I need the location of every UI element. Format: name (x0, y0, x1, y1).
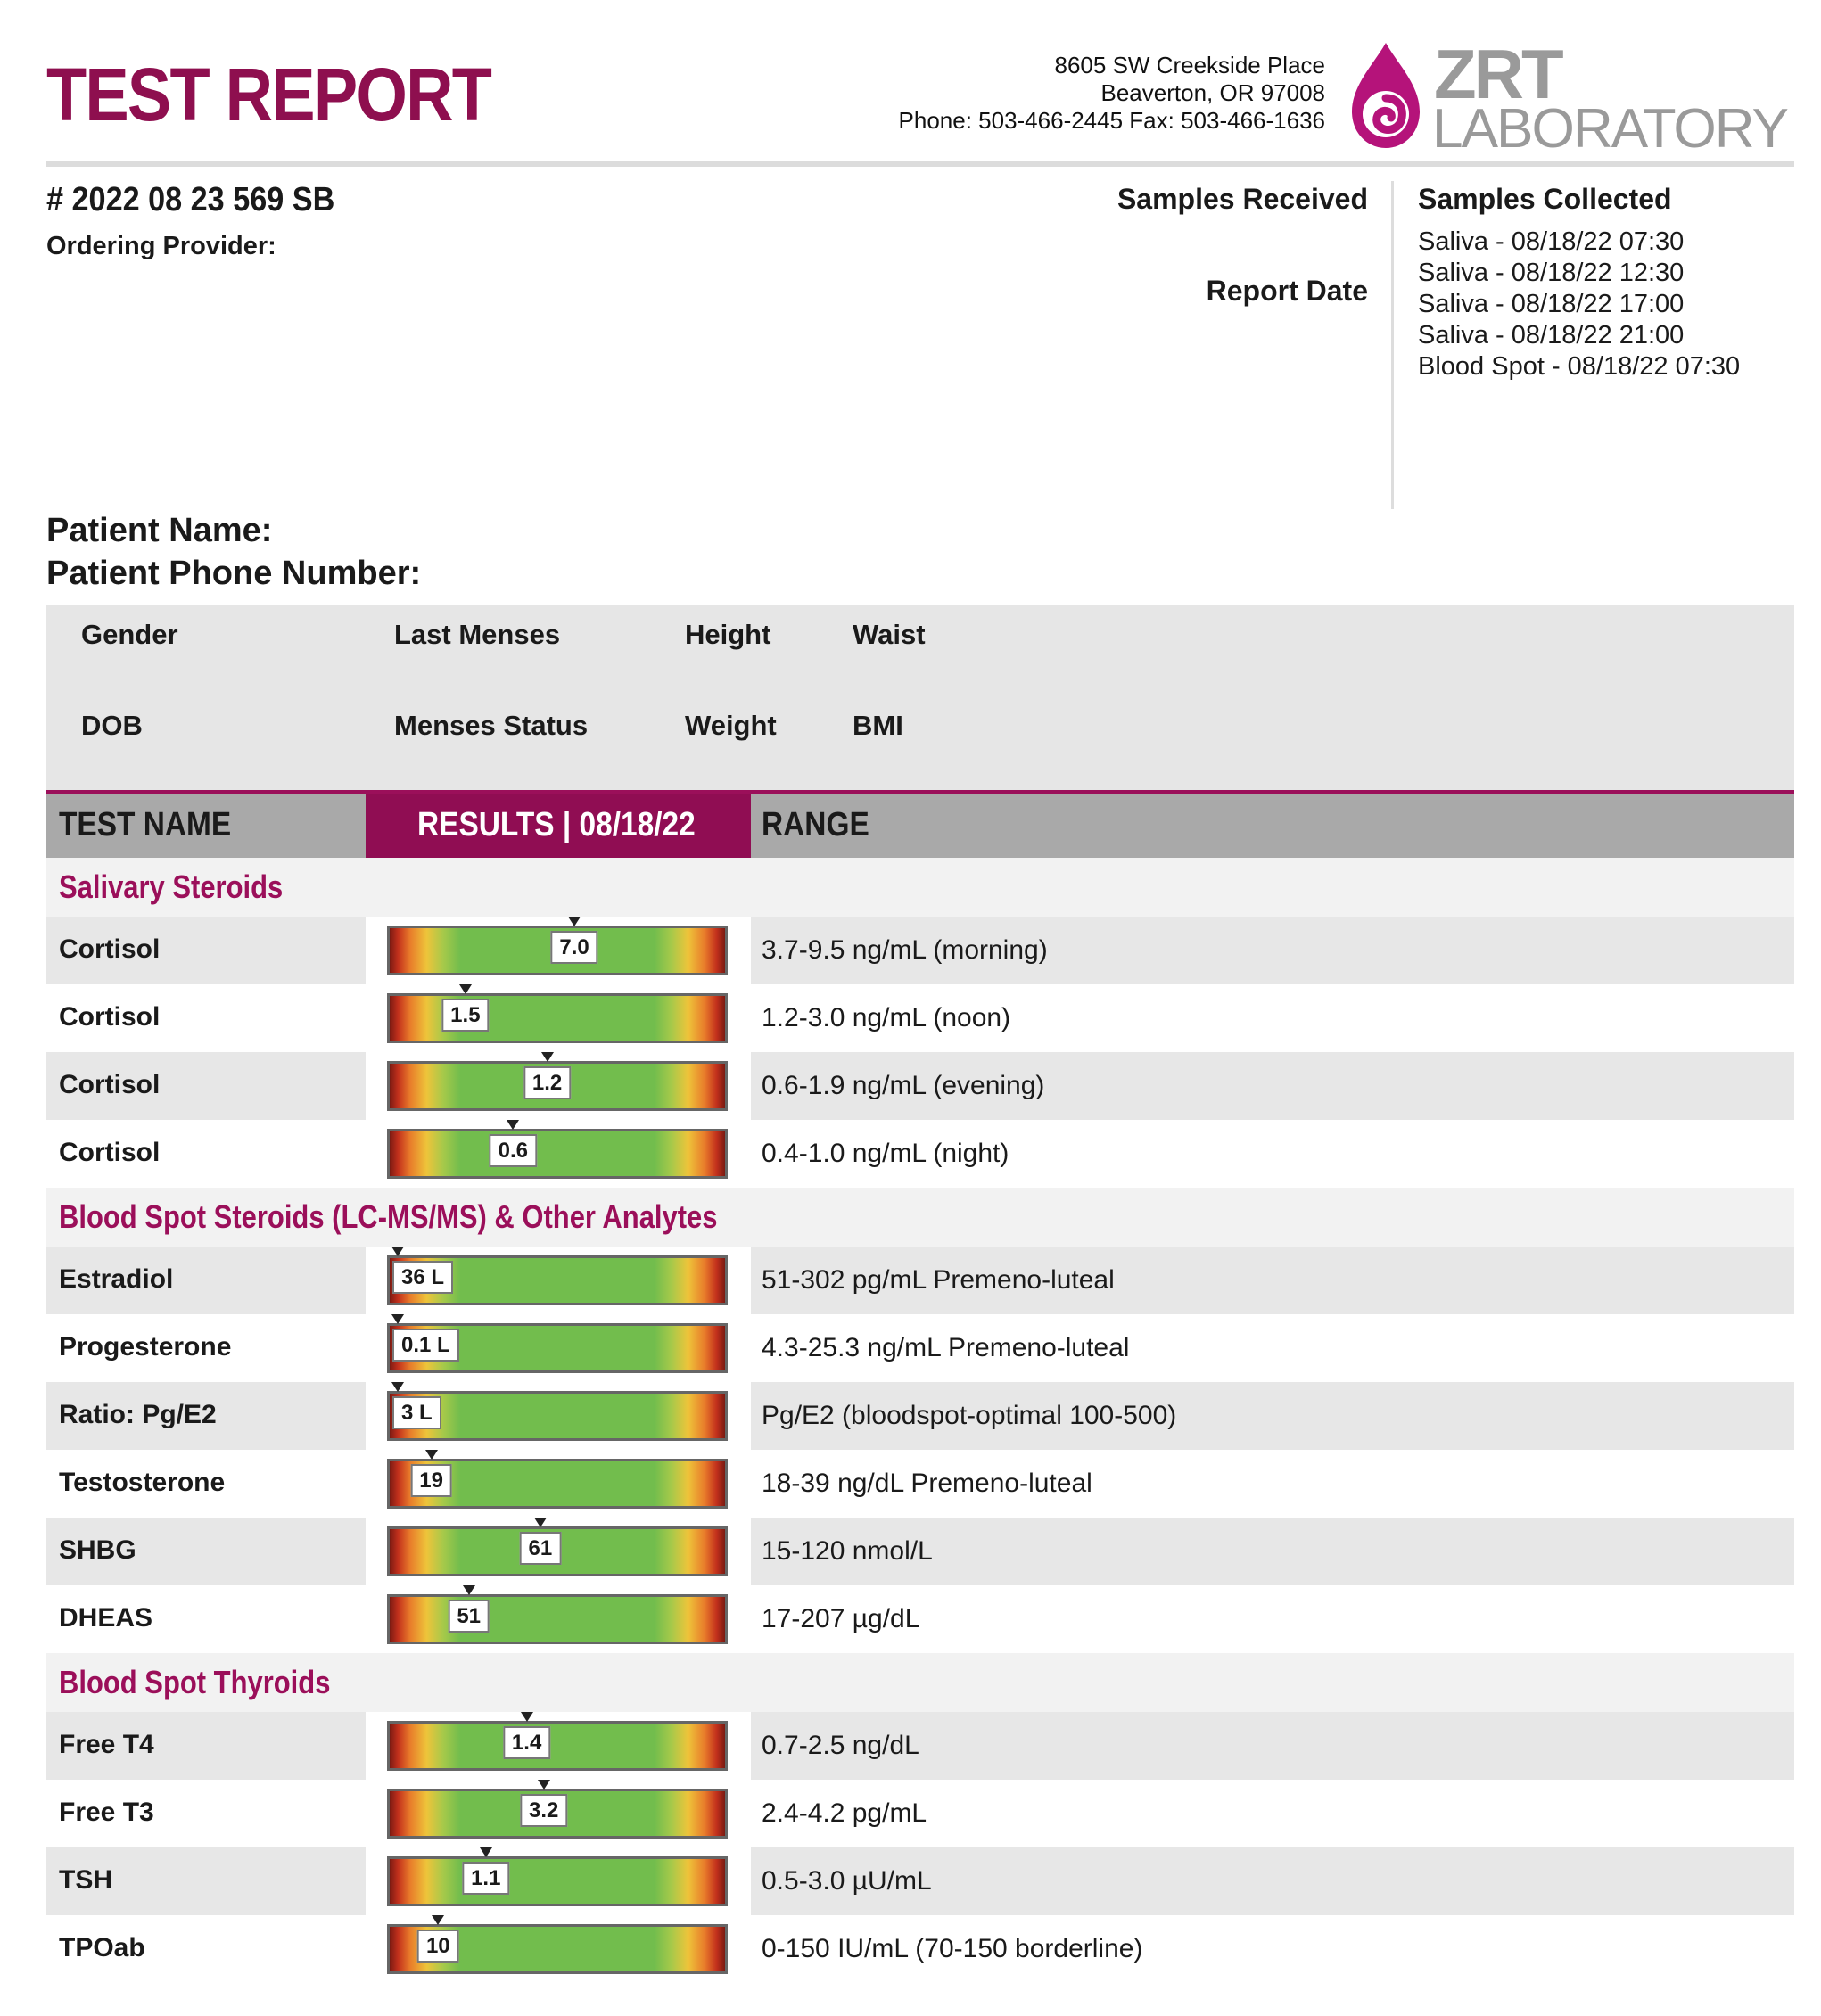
reference-range: 0.5-3.0 µU/mL (762, 1866, 932, 1896)
dob-label: DOB (81, 710, 143, 741)
reference-range: 1.2-3.0 ng/mL (noon) (762, 1003, 1011, 1033)
section-header-blood-spot-steroids (46, 1188, 1794, 1247)
patient-name-label: Patient Name: (46, 512, 273, 549)
demographics-panel (46, 605, 1794, 790)
result-value: 3 L (392, 1396, 441, 1429)
table-row (46, 917, 1794, 984)
reference-range: 51-302 pg/mL Premeno-luteal (762, 1265, 1115, 1295)
result-range-bar (387, 1856, 728, 1906)
result-marker-icon (391, 1382, 404, 1392)
result-marker-icon (463, 1585, 475, 1595)
result-marker-icon (534, 1518, 547, 1527)
table-row (46, 1585, 1794, 1653)
table-header (46, 794, 1794, 858)
table-row (46, 1518, 1794, 1585)
result-marker-icon (521, 1712, 533, 1722)
samples-received-label: Samples Received (1116, 183, 1368, 215)
result-marker-icon (391, 1247, 404, 1256)
test-name: Cortisol (59, 1070, 161, 1099)
weight-label: Weight (685, 710, 777, 741)
zrt-laboratory-logo (1348, 36, 1794, 152)
sample-collected-item: Saliva - 08/18/22 21:00 (1418, 321, 1685, 350)
result-value: 61 (520, 1532, 562, 1565)
section-header-blood-spot-thyroids (46, 1653, 1794, 1712)
col-range: RANGE (762, 806, 869, 843)
reference-range: 15-120 nmol/L (762, 1536, 933, 1566)
section-title: Blood Spot Thyroids (59, 1664, 331, 1700)
test-name: Ratio: Pg/E2 (59, 1400, 217, 1429)
table-row (46, 1450, 1794, 1518)
result-marker-icon (480, 1847, 492, 1857)
table-row (46, 984, 1794, 1052)
result-marker-icon (432, 1915, 444, 1925)
logo-laboratory: LABORATORY (1432, 98, 1788, 152)
header-divider (46, 161, 1794, 167)
reference-range: 4.3-25.3 ng/mL Premeno-luteal (762, 1333, 1130, 1362)
result-value: 1.1 (462, 1862, 509, 1895)
test-name: Testosterone (59, 1468, 226, 1497)
result-marker-icon (391, 1314, 404, 1324)
test-name: TSH (59, 1865, 112, 1895)
result-value: 7.0 (550, 931, 597, 964)
col-results: RESULTS | 08/18/22 (417, 806, 696, 843)
waist-label: Waist (853, 619, 926, 650)
reference-range: 0.6-1.9 ng/mL (evening) (762, 1071, 1045, 1100)
vertical-divider (1391, 181, 1394, 509)
last-menses-label: Last Menses (394, 619, 561, 650)
table-row (46, 1915, 1794, 1983)
sample-collected-item: Saliva - 08/18/22 07:30 (1418, 227, 1685, 256)
test-name: Free T4 (59, 1730, 154, 1759)
address-line-3: Phone: 503-466-2445 Fax: 503-466-1636 (898, 107, 1325, 134)
test-name: Estradiol (59, 1264, 174, 1294)
section-title: Salivary Steroids (59, 868, 284, 905)
bmi-label: BMI (853, 710, 903, 741)
lab-address (899, 52, 1325, 135)
result-marker-icon (425, 1450, 438, 1460)
table-row (46, 1780, 1794, 1847)
sample-collected-item: Saliva - 08/18/22 12:30 (1418, 259, 1685, 287)
result-marker-icon (568, 917, 581, 926)
ordering-provider-label: Ordering Provider: (46, 232, 276, 260)
result-range-bar (387, 993, 728, 1043)
test-name: SHBG (59, 1535, 136, 1565)
test-name: Progesterone (59, 1332, 232, 1362)
result-value: 51 (448, 1600, 490, 1633)
gender-label: Gender (81, 619, 178, 650)
reference-range: 2.4-4.2 pg/mL (762, 1798, 927, 1828)
report-number: # 2022 08 23 569 SB (46, 181, 335, 218)
test-name: TPOab (59, 1933, 145, 1963)
report-title: TEST REPORT (46, 53, 491, 136)
address-line-1: 8605 SW Creekside Place (1054, 52, 1325, 78)
menses-status-label: Menses Status (394, 710, 589, 741)
section-title: Blood Spot Steroids (LC-MS/MS) & Other Analytes (59, 1198, 718, 1235)
table-row (46, 1847, 1794, 1915)
test-name: Free T3 (59, 1798, 154, 1827)
address-line-2: Beaverton, OR 97008 (1100, 79, 1325, 106)
reference-range: 18-39 ng/dL Premeno-luteal (762, 1469, 1092, 1498)
report-date-label: Report Date (1206, 275, 1368, 307)
reference-range: Pg/E2 (bloodspot-optimal 100-500) (762, 1401, 1177, 1430)
result-value: 3.2 (520, 1794, 567, 1827)
result-value: 10 (417, 1930, 459, 1963)
height-label: Height (685, 619, 771, 650)
result-value: 36 L (392, 1261, 453, 1294)
reference-range: 17-207 µg/dL (762, 1604, 920, 1633)
test-name: DHEAS (59, 1603, 153, 1633)
result-value: 1.4 (503, 1726, 550, 1759)
test-name: Cortisol (59, 934, 161, 964)
result-range-bar (387, 1721, 728, 1771)
reference-range: 0.7-2.5 ng/dL (762, 1731, 919, 1760)
table-row (46, 1247, 1794, 1314)
table-row (46, 1712, 1794, 1780)
result-value: 0.1 L (392, 1329, 459, 1362)
result-marker-icon (459, 984, 472, 994)
result-range-bar (387, 1129, 728, 1179)
table-row (46, 1120, 1794, 1188)
reference-range: 3.7-9.5 ng/mL (morning) (762, 935, 1048, 965)
section-header-salivary-steroids (46, 858, 1794, 917)
result-value: 1.2 (523, 1066, 571, 1099)
test-name: Cortisol (59, 1002, 161, 1032)
result-range-bar (387, 1594, 728, 1644)
samples-collected-list (1418, 226, 1740, 383)
logo-zrt: ZRT (1434, 36, 1561, 113)
result-marker-icon (507, 1120, 519, 1130)
table-row (46, 1052, 1794, 1120)
col-test-name: TEST NAME (59, 806, 232, 843)
sample-collected-item: Saliva - 08/18/22 17:00 (1418, 290, 1685, 318)
sample-collected-item: Blood Spot - 08/18/22 07:30 (1418, 352, 1741, 381)
result-value: 19 (410, 1464, 452, 1497)
drop-icon (1352, 43, 1420, 148)
patient-phone-label: Patient Phone Number: (46, 555, 422, 592)
result-value: 0.6 (490, 1134, 537, 1167)
result-marker-icon (538, 1780, 550, 1790)
result-marker-icon (541, 1052, 554, 1062)
table-row (46, 1314, 1794, 1382)
reference-range: 0.4-1.0 ng/mL (night) (762, 1139, 1009, 1168)
samples-collected-label: Samples Collected (1418, 183, 1672, 215)
result-value: 1.5 (441, 999, 489, 1032)
reference-range: 0-150 IU/mL (70-150 borderline) (762, 1934, 1143, 1963)
table-row (46, 1382, 1794, 1450)
test-name: Cortisol (59, 1138, 161, 1167)
